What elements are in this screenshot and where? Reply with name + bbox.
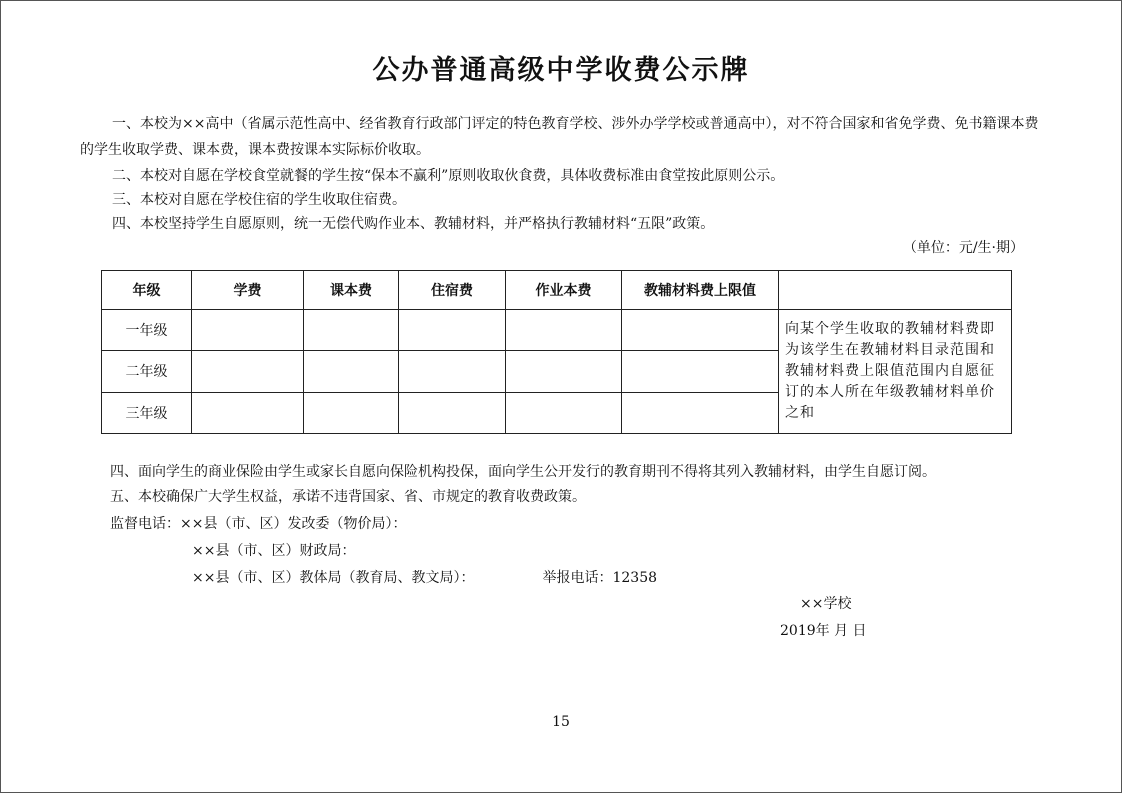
table-cell xyxy=(304,392,399,433)
policy-commitment: 五、本校确保广大学生权益，承诺不违背国家、省、市规定的教育收费政策。 xyxy=(110,489,586,505)
table-cell xyxy=(399,392,506,433)
header-accommodation-fee: 住宿费 xyxy=(399,271,506,310)
grade-cell: 三年级 xyxy=(102,392,192,433)
paragraph-1: 一、本校为××高中（省属示范性高中、经省教育行政部门评定的特色教育学校、涉外办学学校或普通高中），对不符合国家和省免学费、免书籍课本费的学生收取学费、课本费，课本费按课本实际标价收取。 xyxy=(80,116,1039,158)
signature-date: 2019年 月 日 xyxy=(780,623,867,639)
table-cell xyxy=(622,351,779,392)
fee-table xyxy=(101,270,1012,434)
header-workbook-fee: 作业本费 xyxy=(506,271,622,310)
table-cell xyxy=(192,310,304,351)
education-bureau-line xyxy=(192,566,657,590)
page-number: 15 xyxy=(552,714,570,730)
grade-cell: 二年级 xyxy=(102,351,192,392)
paragraph-2: 二、本校对自愿在学校食堂就餐的学生按“保本不赢利”原则收取伙食费，具体收费标准由食堂按此原则公示。 xyxy=(112,168,785,184)
table-cell xyxy=(622,392,779,433)
material-note: 向某个学生收取的教辅材料费即为该学生在教辅材料目录范围和教辅材料费上限值范围内自愿征订的本人所在年级教辅材料单价之和 xyxy=(779,310,1012,434)
unit-label: （单位：元/生·期） xyxy=(902,240,1024,256)
header-material-cap: 教辅材料费上限值 xyxy=(622,271,779,310)
paragraph-3: 三、本校对自愿在学校住宿的学生收取住宿费。 xyxy=(112,192,406,208)
supervision-line: 监督电话：××县（市、区）发改委（物价局）： xyxy=(110,516,407,532)
table-row xyxy=(102,310,1012,351)
table-cell xyxy=(399,351,506,392)
table-cell xyxy=(399,310,506,351)
table-cell xyxy=(506,310,622,351)
table-cell xyxy=(622,310,779,351)
table-cell xyxy=(506,392,622,433)
header-grade: 年级 xyxy=(102,271,192,310)
grade-cell: 一年级 xyxy=(102,310,192,351)
school-signature: ××学校 xyxy=(800,596,852,612)
insurance-note: 四、面向学生的商业保险由学生或家长自愿向保险机构投保，面向学生公开发行的教育期刊不得将其列入教辅材料，由学生自愿订阅。 xyxy=(110,464,936,480)
header-note xyxy=(779,271,1012,310)
education-bureau-label: ××县（市、区）教体局（教育局、教文局）： xyxy=(192,570,475,586)
header-textbook-fee: 课本费 xyxy=(304,271,399,310)
header-tuition: 学费 xyxy=(192,271,304,310)
table-cell xyxy=(192,392,304,433)
page-title: 公办普通高级中学收费公示牌 xyxy=(372,55,750,86)
paragraph-4: 四、本校坚持学生自愿原则，统一无偿代购作业本、教辅材料，并严格执行教辅材料“五限”政策。 xyxy=(112,216,715,232)
table-cell xyxy=(304,351,399,392)
hotline-number: 举报电话：12358 xyxy=(542,570,658,586)
table-cell xyxy=(304,310,399,351)
finance-bureau-line: ××县（市、区）财政局： xyxy=(192,543,356,559)
table-cell xyxy=(506,351,622,392)
table-header-row xyxy=(102,271,1012,310)
table-cell xyxy=(192,351,304,392)
